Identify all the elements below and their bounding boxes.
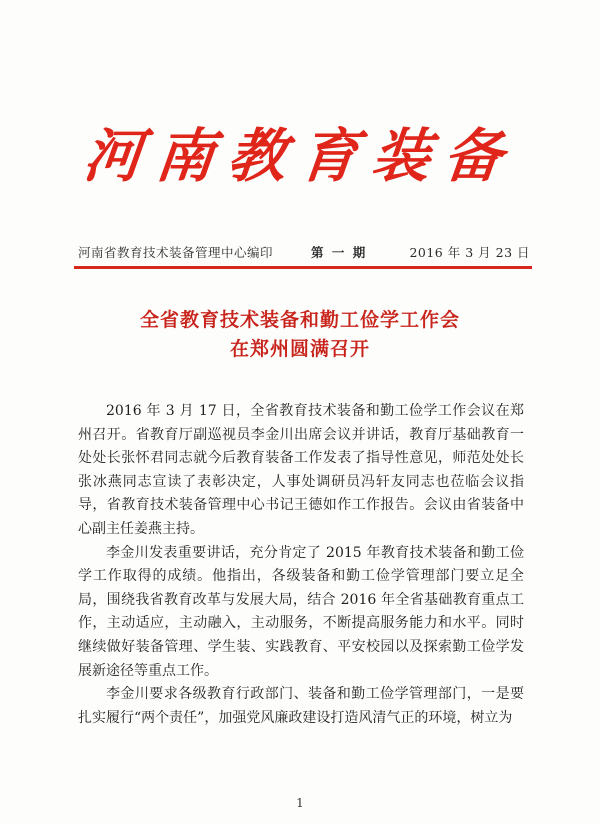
body-paragraph-2: 李金川发表重要讲话，充分肯定了 2015 年教育技术装备和勤工俭学工作取得的成绩。他指出，各级装备和勤工俭学管理部门要立足全局，围绕我省教育改革与发展大局，结合 2016 年全省基础教育重点工作，主动适应，主动融入，主动服务，不断提高服务能力和水平。同时继续做好装备管理、学生装、实践教育、平安校园以及探索勤工俭学发展新途径等重点工作。	[78, 544, 524, 679]
headline-line-2: 在郑州圆满召开	[229, 338, 370, 360]
article-body	[78, 400, 524, 730]
masthead-title: 河南教育装备	[80, 122, 520, 190]
page-number: 1	[296, 796, 304, 810]
issue-date: 2016 年 3 月 23 日	[409, 245, 530, 260]
body-paragraph-1: 2016 年 3 月 17 日，全省教育技术装备和勤工俭学工作会议在郑州召开。省教育厅副巡视员李金川出席会议并讲话，教育厅基础教育一处处长张怀君同志就今后教育装备工作发表了指导性意见，师范处处长张冰燕同志宣读了表彰决定，人事处调研员冯轩友同志也莅临会议指导，省教育技术装备管理中心书记王德如作工作报告。会议由省装备中心副主任姜燕主持。	[78, 403, 524, 537]
article-headline	[70, 306, 530, 364]
red-divider-rule	[74, 266, 532, 269]
issue-info-line	[78, 243, 530, 263]
body-paragraph-3: 李金川要求各级教育行政部门、装备和勤工俭学管理部门，一是要扎实履行“两个责任”，加强党风廉政建设打造风清气正的环境，树立为	[78, 686, 524, 726]
editor-label: 河南省教育技术装备管理中心编印	[78, 245, 274, 260]
issue-number: 第 一 期	[311, 245, 368, 260]
headline-line-1: 全省教育技术装备和勤工俭学工作会	[139, 309, 460, 331]
